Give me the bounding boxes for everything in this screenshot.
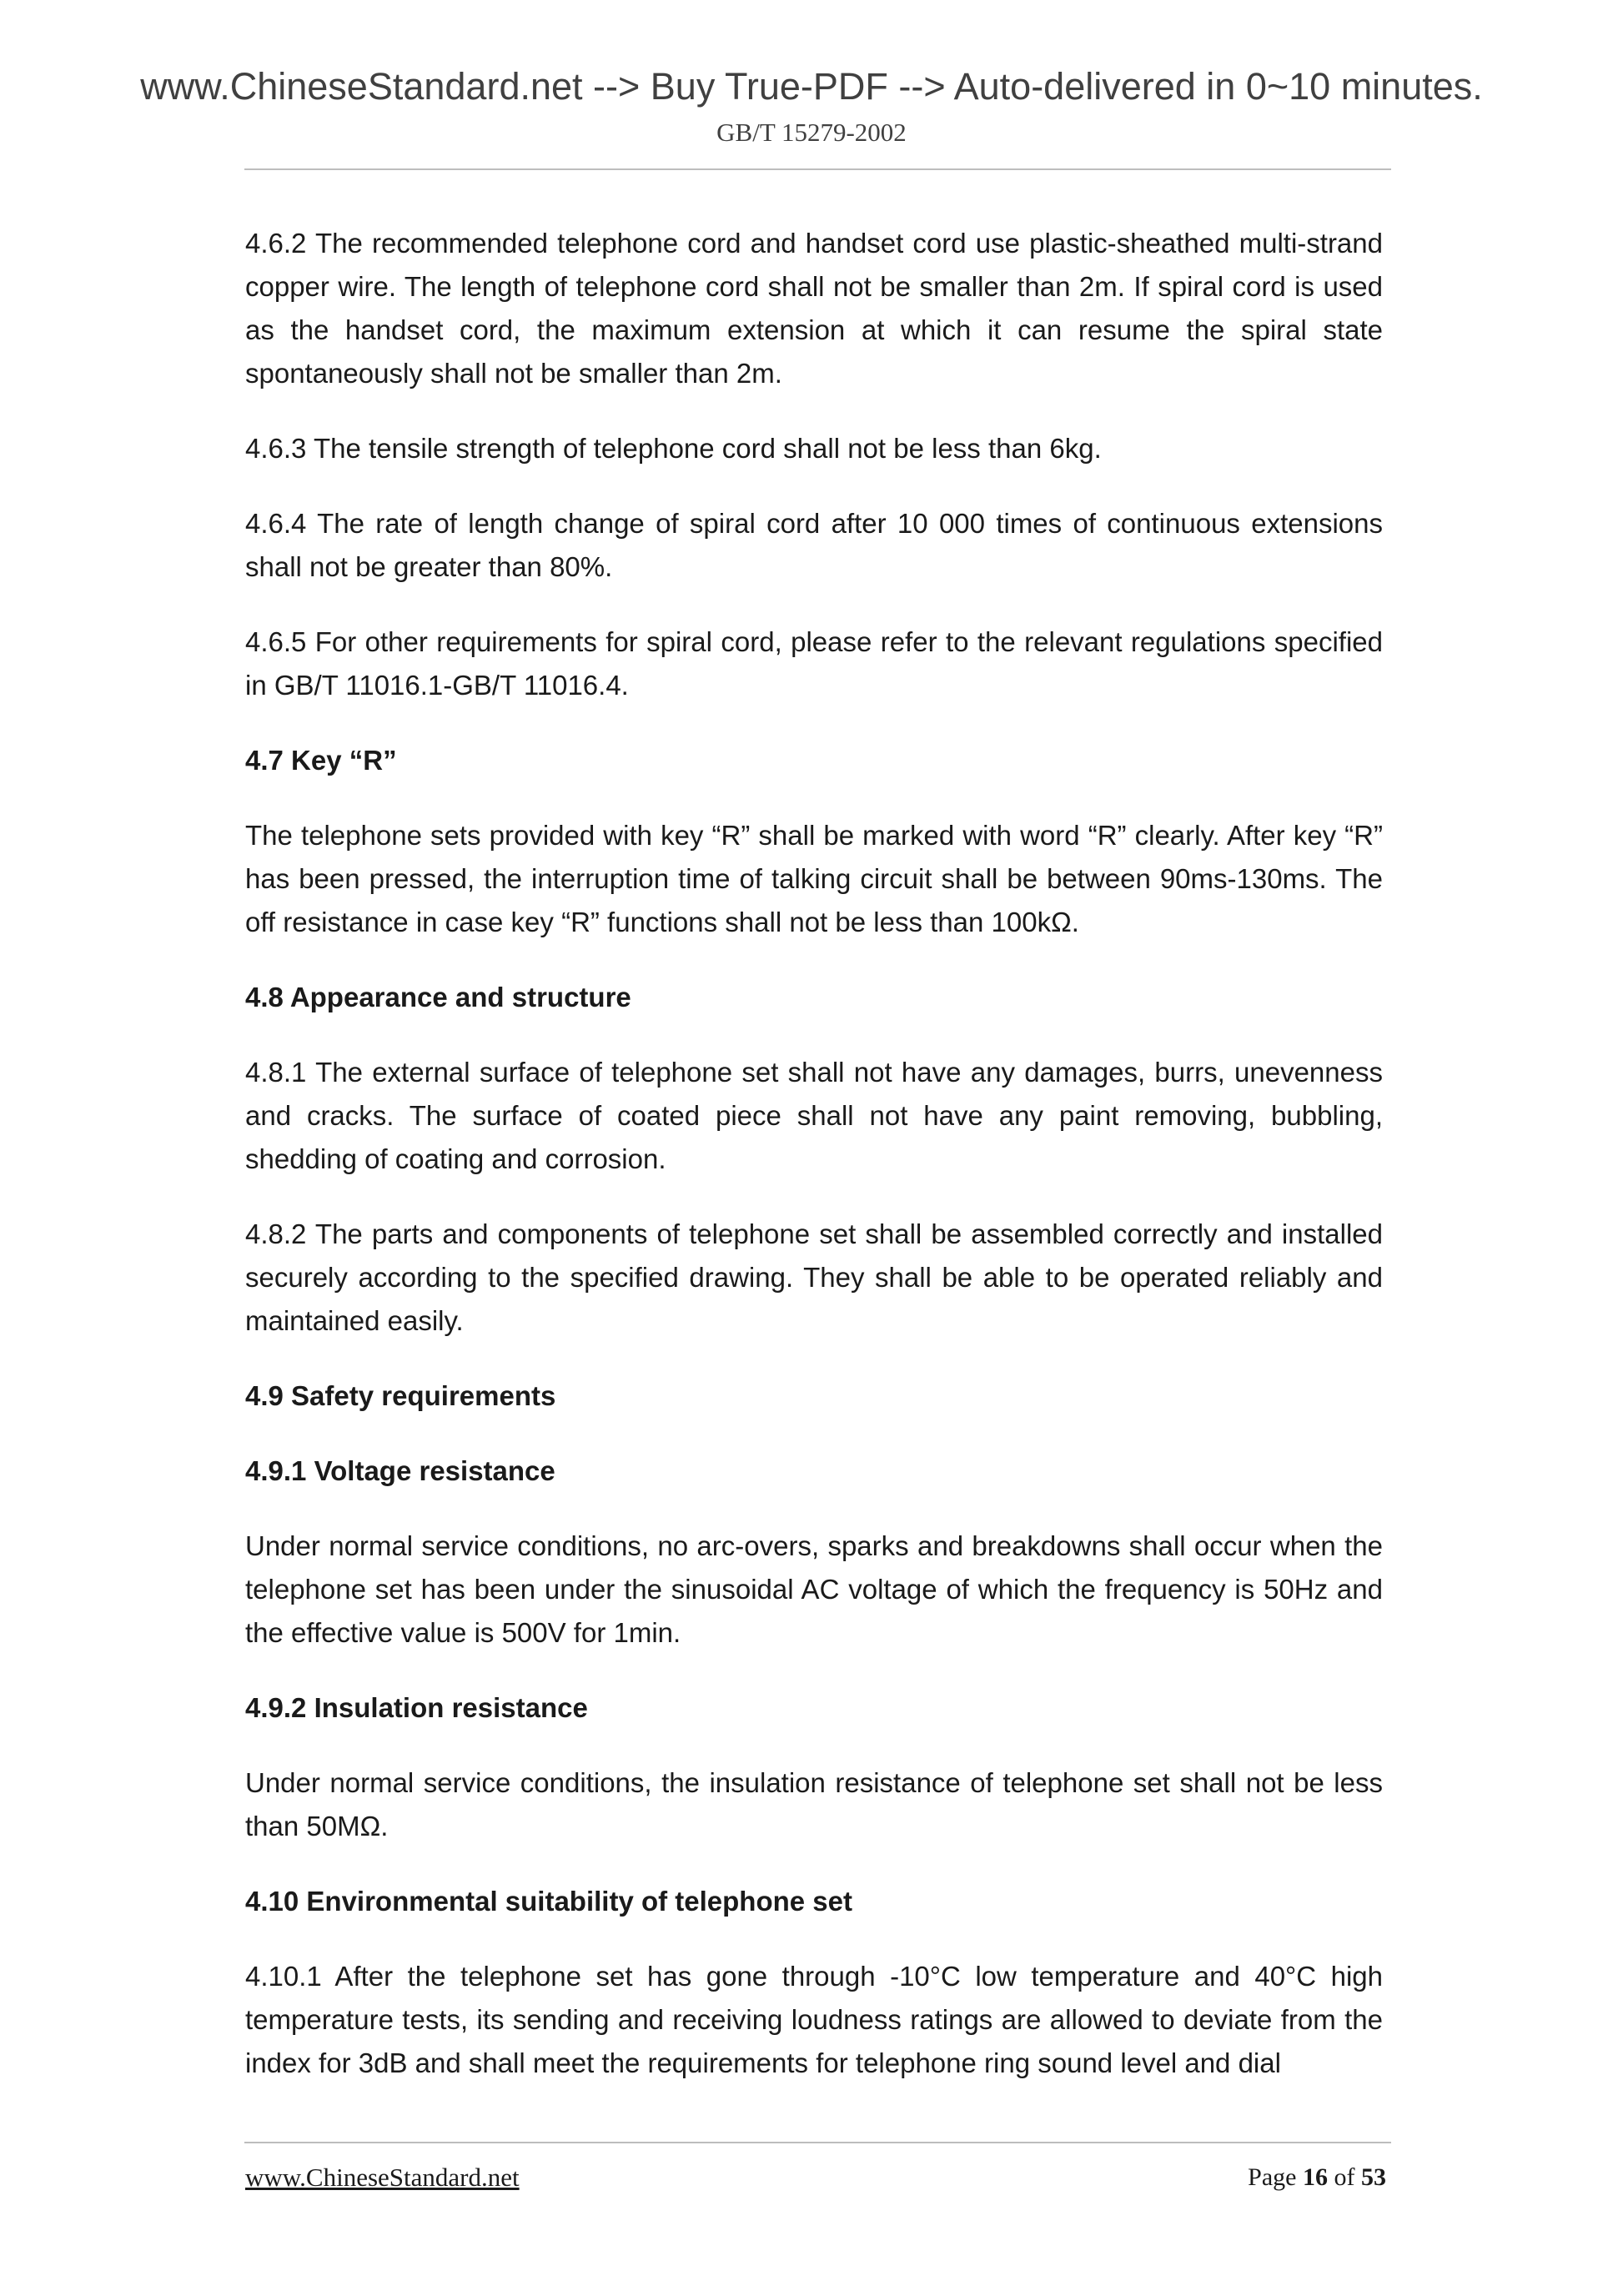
header-banner: www.ChineseStandard.net --> Buy True-PDF --> Auto-delivered in 0~10 minutes. (140, 65, 1483, 108)
clause-4-8-2: 4.8.2 The parts and components of telephone set shall be assembled correctly and installed securely according to the specified drawing. They shall be able to be operated reliably and maintained easily. (245, 1218, 1383, 1336)
footer-site-link[interactable]: www.ChineseStandard.net (245, 2163, 520, 2192)
header-divider (244, 168, 1391, 170)
heading-4-9-1: 4.9.1 Voltage resistance (245, 1455, 555, 1486)
heading-4-7: 4.7 Key “R” (245, 745, 397, 776)
clause-4-6-3: 4.6.3 The tensile strength of telephone cord shall not be less than 6kg. (245, 433, 1102, 464)
footer-divider (244, 2142, 1391, 2143)
clause-4-6-2: 4.6.2 The recommended telephone cord and handset cord use plastic-sheathed multi-strand copper wire. The length of telephone cord shall not be smaller than 2m. If spiral cord is used as the handset cord, the maximum extension at which it can resume the spiral state spontaneously shall not be smaller than 2m. (245, 228, 1383, 389)
clause-4-6-4: 4.6.4 The rate of length change of spiral cord after 10 000 times of continuous extensions shall not be greater than 80%. (245, 508, 1383, 582)
standard-number: GB/T 15279-2002 (716, 118, 907, 147)
total-pages: 53 (1361, 2163, 1386, 2191)
page-label: Page (1248, 2163, 1297, 2191)
current-page-number: 16 (1303, 2163, 1328, 2191)
heading-4-10: 4.10 Environmental suitability of telephone set (245, 1886, 852, 1917)
clause-4-8-1: 4.8.1 The external surface of telephone set shall not have any damages, burrs, unevenness and cracks. The surface of coated piece shall not have any paint removing, bubbling, shedding of coating and corrosion. (245, 1057, 1383, 1174)
page-counter (1248, 2162, 1386, 2193)
heading-4-9: 4.9 Safety requirements (245, 1380, 556, 1411)
clause-4-6-5: 4.6.5 For other requirements for spiral cord, please refer to the relevant regulations specified in GB/T 11016.1-GB/T 11016.4. (245, 626, 1383, 701)
of-label: of (1334, 2163, 1355, 2191)
clause-4-9-1-text: Under normal service conditions, no arc-overs, sparks and breakdowns shall occur when the telephone set has been under the sinusoidal AC voltage of which the frequency is 50Hz and the effective value is 500V for 1min. (245, 1530, 1383, 1648)
clause-4-9-2-text: Under normal service conditions, the insulation resistance of telephone set shall not be less than 50MΩ. (245, 1767, 1383, 1841)
heading-4-8: 4.8 Appearance and structure (245, 982, 631, 1012)
document-body (245, 222, 1383, 2085)
heading-4-9-2: 4.9.2 Insulation resistance (245, 1692, 588, 1723)
clause-4-7-text: The telephone sets provided with key “R” shall be marked with word “R” clearly. After key “R” has been pressed, the interruption time of talking circuit shall be between 90ms-130ms. The off resistance in case key “R” functions shall not be less than 100kΩ. (245, 820, 1383, 937)
clause-4-10-1: 4.10.1 After the telephone set has gone through -10°C low temperature and 40°C high temperature tests, its sending and receiving loudness ratings are allowed to deviate from the index for 3dB and shall meet the requirements for telephone ring sound level and dial (245, 1961, 1383, 2078)
